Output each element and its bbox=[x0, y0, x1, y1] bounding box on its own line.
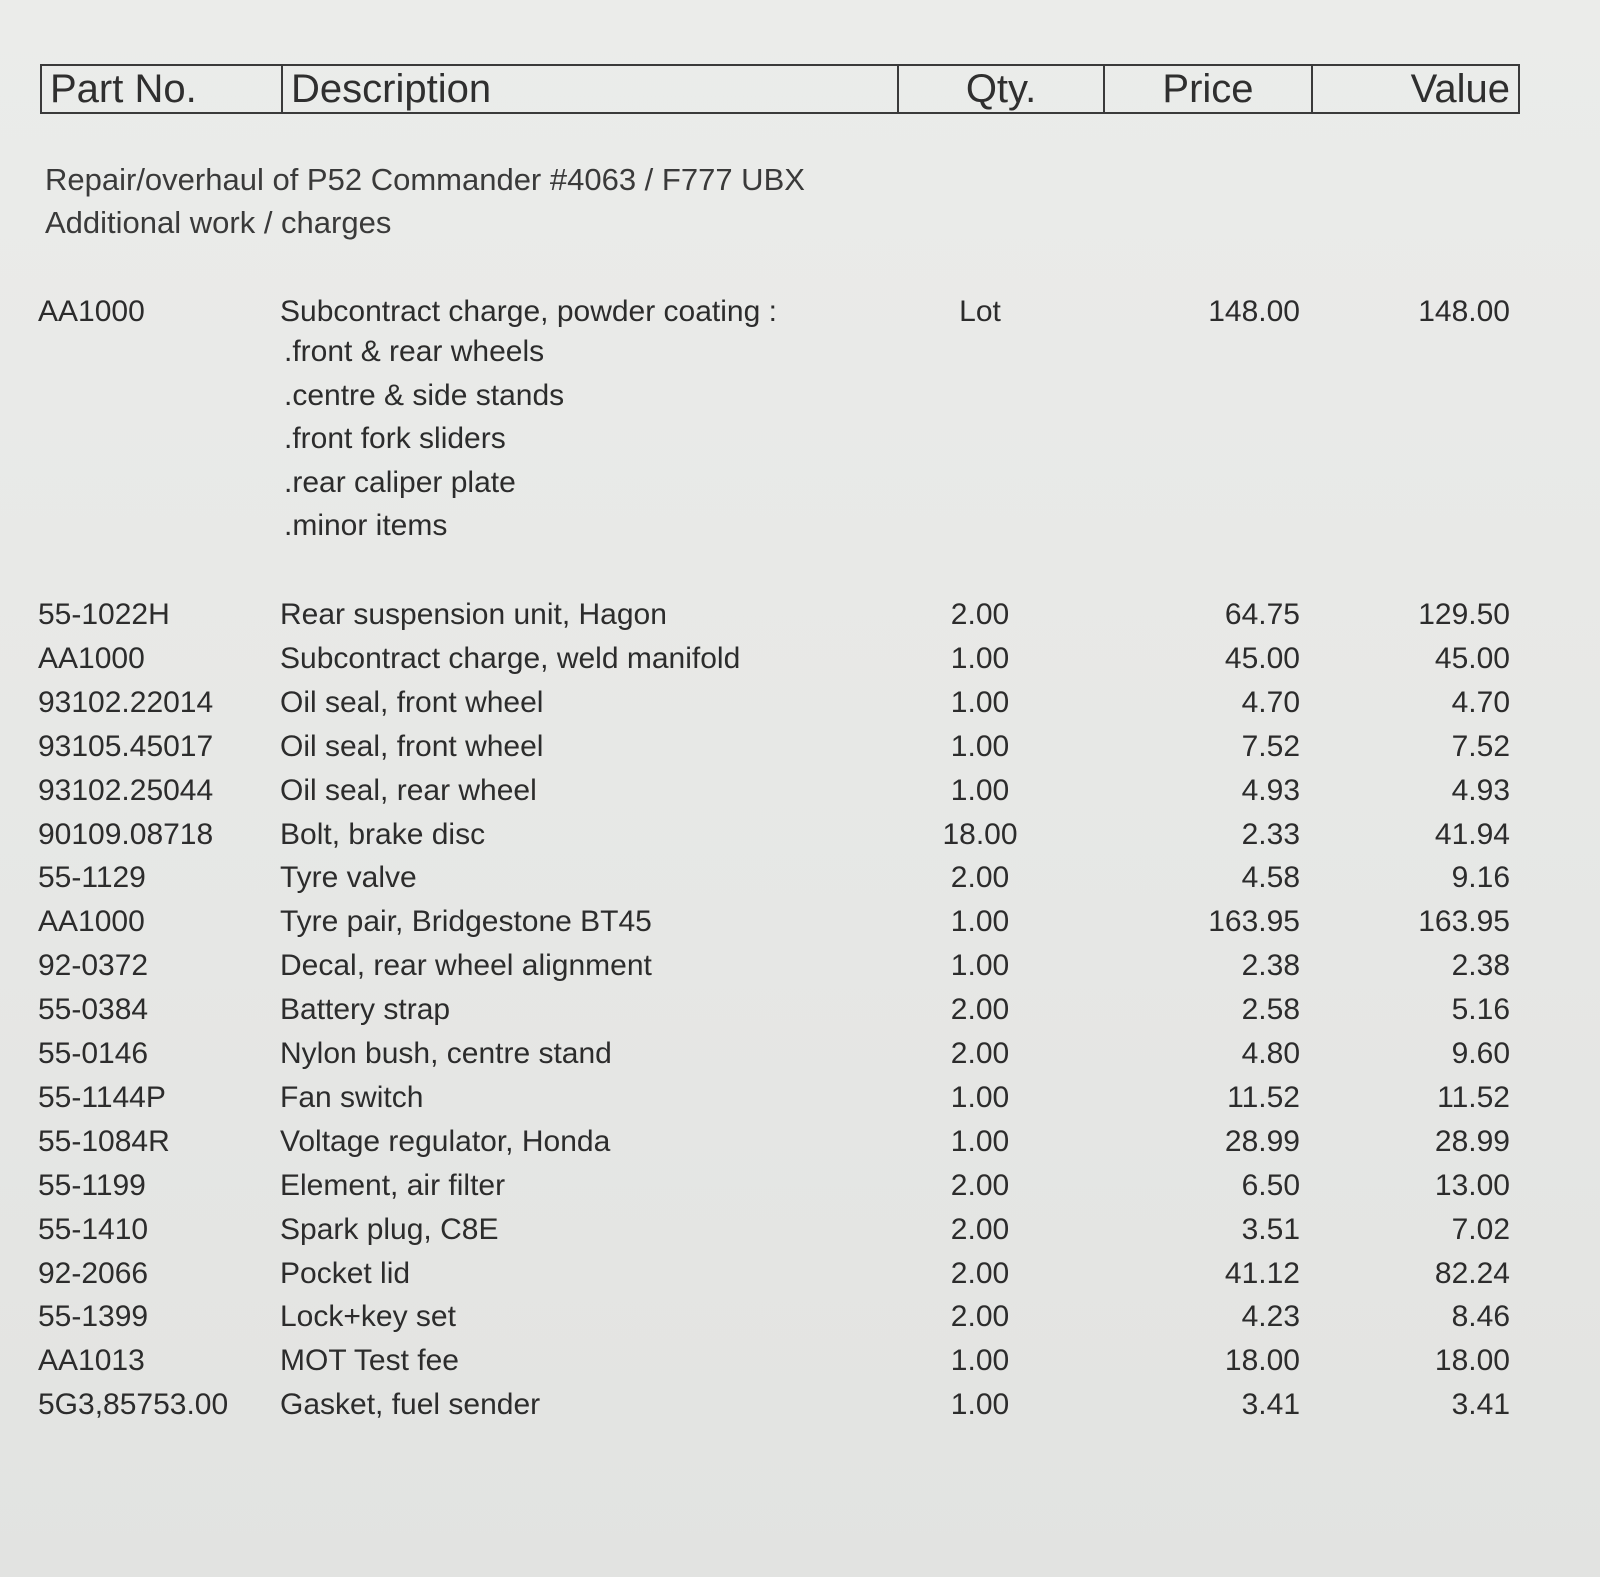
table-row bbox=[0, 813, 1600, 857]
description: Subcontract charge, powder coating : bbox=[280, 295, 777, 328]
table-row bbox=[0, 637, 1600, 681]
table-row bbox=[0, 1164, 1600, 1208]
quantity: 1.00 bbox=[950, 685, 1010, 719]
quantity: 1.00 bbox=[950, 1080, 1010, 1114]
value: 8.46 bbox=[1451, 1300, 1510, 1334]
part-number: 93102.22014 bbox=[38, 685, 214, 719]
table-row bbox=[0, 1383, 1600, 1427]
description: Element, air filter bbox=[280, 1168, 506, 1202]
price: 2.33 bbox=[1241, 817, 1300, 851]
part-number: 55-1399 bbox=[38, 1300, 149, 1334]
table-row bbox=[0, 1076, 1600, 1120]
part-number: 55-1129 bbox=[38, 861, 146, 895]
value: 9.16 bbox=[1451, 861, 1510, 895]
header-part-no: Part No. bbox=[42, 66, 283, 112]
subitem: .minor items bbox=[284, 509, 448, 542]
price: 4.93 bbox=[1241, 773, 1300, 807]
table-row-first bbox=[0, 290, 1600, 334]
description: Subcontract charge, weld manifold bbox=[280, 641, 741, 675]
part-number: 93105.45017 bbox=[38, 729, 214, 763]
price: 7.52 bbox=[1241, 729, 1300, 763]
quantity: 1.00 bbox=[950, 1344, 1010, 1378]
quantity: 2.00 bbox=[950, 993, 1010, 1027]
part-number: 55-1022H bbox=[38, 598, 170, 631]
value: 13.00 bbox=[1434, 1168, 1510, 1202]
part-number: 92-2066 bbox=[38, 1256, 149, 1290]
price: 4.80 bbox=[1241, 1037, 1300, 1070]
price: 11.52 bbox=[1227, 1080, 1300, 1114]
quantity: 2.00 bbox=[950, 1300, 1010, 1334]
part-number: AA1000 bbox=[38, 295, 145, 328]
price: 45.00 bbox=[1224, 641, 1300, 675]
table-row bbox=[0, 1208, 1600, 1252]
intro-line-1: Repair/overhaul of P52 Commander #4063 / F777 UBX bbox=[45, 162, 805, 197]
part-number: 55-0146 bbox=[38, 1037, 149, 1070]
price: 148.00 bbox=[1208, 295, 1300, 328]
subitem: .centre & side stands bbox=[284, 378, 565, 412]
part-number: 5G3,85753.00 bbox=[38, 1388, 229, 1422]
description: Nylon bush, centre stand bbox=[280, 1037, 612, 1070]
table-row bbox=[0, 900, 1600, 944]
quantity: 2.00 bbox=[950, 1168, 1010, 1202]
header-description: Description bbox=[283, 66, 899, 112]
part-number: 55-1199 bbox=[38, 1168, 146, 1202]
part-number: 55-1144P bbox=[38, 1080, 166, 1114]
table-row bbox=[0, 681, 1600, 725]
part-number: 55-1084R bbox=[38, 1124, 170, 1158]
table-row bbox=[0, 593, 1600, 637]
value: 3.41 bbox=[1451, 1388, 1510, 1422]
description: Bolt, brake disc bbox=[280, 817, 486, 851]
price: 28.99 bbox=[1224, 1124, 1300, 1158]
description: Pocket lid bbox=[280, 1256, 411, 1290]
subitem: .rear caliper plate bbox=[284, 465, 516, 499]
part-number: AA1000 bbox=[38, 905, 145, 939]
quantity: 18.00 bbox=[942, 817, 1018, 851]
value: 28.99 bbox=[1434, 1124, 1510, 1158]
intro-line-2: Additional work / charges bbox=[45, 205, 392, 240]
quantity: 2.00 bbox=[950, 1212, 1010, 1246]
description: Voltage regulator, Honda bbox=[280, 1124, 611, 1158]
part-number: 92-0372 bbox=[38, 949, 149, 983]
description: Spark plug, C8E bbox=[280, 1212, 499, 1246]
quantity: 1.00 bbox=[950, 1388, 1010, 1422]
description: Lock+key set bbox=[280, 1300, 456, 1334]
description: Battery strap bbox=[280, 993, 451, 1027]
value: 7.52 bbox=[1451, 729, 1510, 763]
price: 18.00 bbox=[1224, 1344, 1300, 1378]
table-row bbox=[0, 1339, 1600, 1383]
quantity: 1.00 bbox=[950, 1124, 1010, 1158]
price: 2.58 bbox=[1241, 993, 1300, 1027]
value: 45.00 bbox=[1434, 641, 1510, 675]
description: Fan switch bbox=[280, 1080, 424, 1114]
price: 41.12 bbox=[1224, 1256, 1300, 1290]
description: Rear suspension unit, Hagon bbox=[280, 598, 667, 631]
quantity: 1.00 bbox=[950, 641, 1010, 675]
value: 4.93 bbox=[1451, 773, 1510, 807]
value: 5.16 bbox=[1451, 993, 1510, 1027]
quantity: 2.00 bbox=[950, 598, 1010, 631]
description: Oil seal, rear wheel bbox=[280, 773, 537, 807]
price: 4.23 bbox=[1241, 1300, 1300, 1334]
value: 129.50 bbox=[1418, 598, 1510, 631]
value: 11.52 bbox=[1437, 1080, 1510, 1114]
table-row bbox=[0, 944, 1600, 988]
intro-block bbox=[45, 158, 805, 244]
price: 4.70 bbox=[1241, 685, 1300, 719]
header-price: Price bbox=[1105, 66, 1313, 112]
part-number: 55-1410 bbox=[38, 1212, 149, 1246]
value: 4.70 bbox=[1451, 685, 1510, 719]
description: Oil seal, front wheel bbox=[280, 685, 544, 719]
value: 82.24 bbox=[1434, 1256, 1510, 1290]
value: 41.94 bbox=[1434, 817, 1510, 851]
quantity: 2.00 bbox=[950, 1037, 1010, 1070]
description: MOT Test fee bbox=[280, 1344, 459, 1378]
quantity: 1.00 bbox=[950, 905, 1010, 939]
price: 163.95 bbox=[1208, 905, 1300, 939]
price: 2.38 bbox=[1241, 949, 1300, 983]
value: 18.00 bbox=[1434, 1344, 1510, 1378]
price: 6.50 bbox=[1241, 1168, 1300, 1202]
price: 3.51 bbox=[1241, 1212, 1300, 1246]
part-number: AA1000 bbox=[38, 641, 145, 675]
table-row bbox=[0, 769, 1600, 813]
table-row bbox=[0, 988, 1600, 1032]
part-number: 93102.25044 bbox=[38, 773, 214, 807]
part-number: 55-0384 bbox=[38, 993, 149, 1027]
description: Tyre valve bbox=[280, 861, 417, 895]
subitem-list bbox=[284, 330, 564, 548]
value: 148.00 bbox=[1418, 295, 1510, 328]
table-row bbox=[0, 1120, 1600, 1164]
quantity: 1.00 bbox=[950, 773, 1010, 807]
value: 7.02 bbox=[1451, 1212, 1510, 1246]
quantity: 2.00 bbox=[950, 1256, 1010, 1290]
price: 64.75 bbox=[1224, 598, 1300, 631]
part-number: 90109.08718 bbox=[38, 817, 214, 851]
description: Decal, rear wheel alignment bbox=[280, 949, 652, 983]
subitem: .front fork sliders bbox=[284, 422, 506, 455]
quantity: Lot bbox=[959, 295, 1001, 328]
table-row bbox=[0, 1295, 1600, 1339]
subitem: .front & rear wheels bbox=[284, 335, 545, 368]
part-number: AA1013 bbox=[38, 1344, 145, 1378]
quantity: 1.00 bbox=[950, 729, 1010, 763]
table-row bbox=[0, 856, 1600, 900]
description: Gasket, fuel sender bbox=[280, 1388, 541, 1422]
quantity: 1.00 bbox=[950, 949, 1010, 983]
table-row bbox=[0, 725, 1600, 769]
description: Oil seal, front wheel bbox=[280, 729, 544, 763]
header-value: Value bbox=[1410, 67, 1510, 111]
header-qty: Qty. bbox=[899, 66, 1105, 112]
value: 9.60 bbox=[1451, 1037, 1510, 1070]
price: 3.41 bbox=[1241, 1388, 1300, 1422]
table-row bbox=[0, 1252, 1600, 1296]
description: Tyre pair, Bridgestone BT45 bbox=[280, 905, 652, 939]
quantity: 2.00 bbox=[950, 861, 1010, 895]
value: 2.38 bbox=[1451, 949, 1510, 983]
price: 4.58 bbox=[1241, 861, 1300, 895]
table-row bbox=[0, 1032, 1600, 1076]
table-header bbox=[40, 64, 1520, 114]
value: 163.95 bbox=[1418, 905, 1510, 939]
